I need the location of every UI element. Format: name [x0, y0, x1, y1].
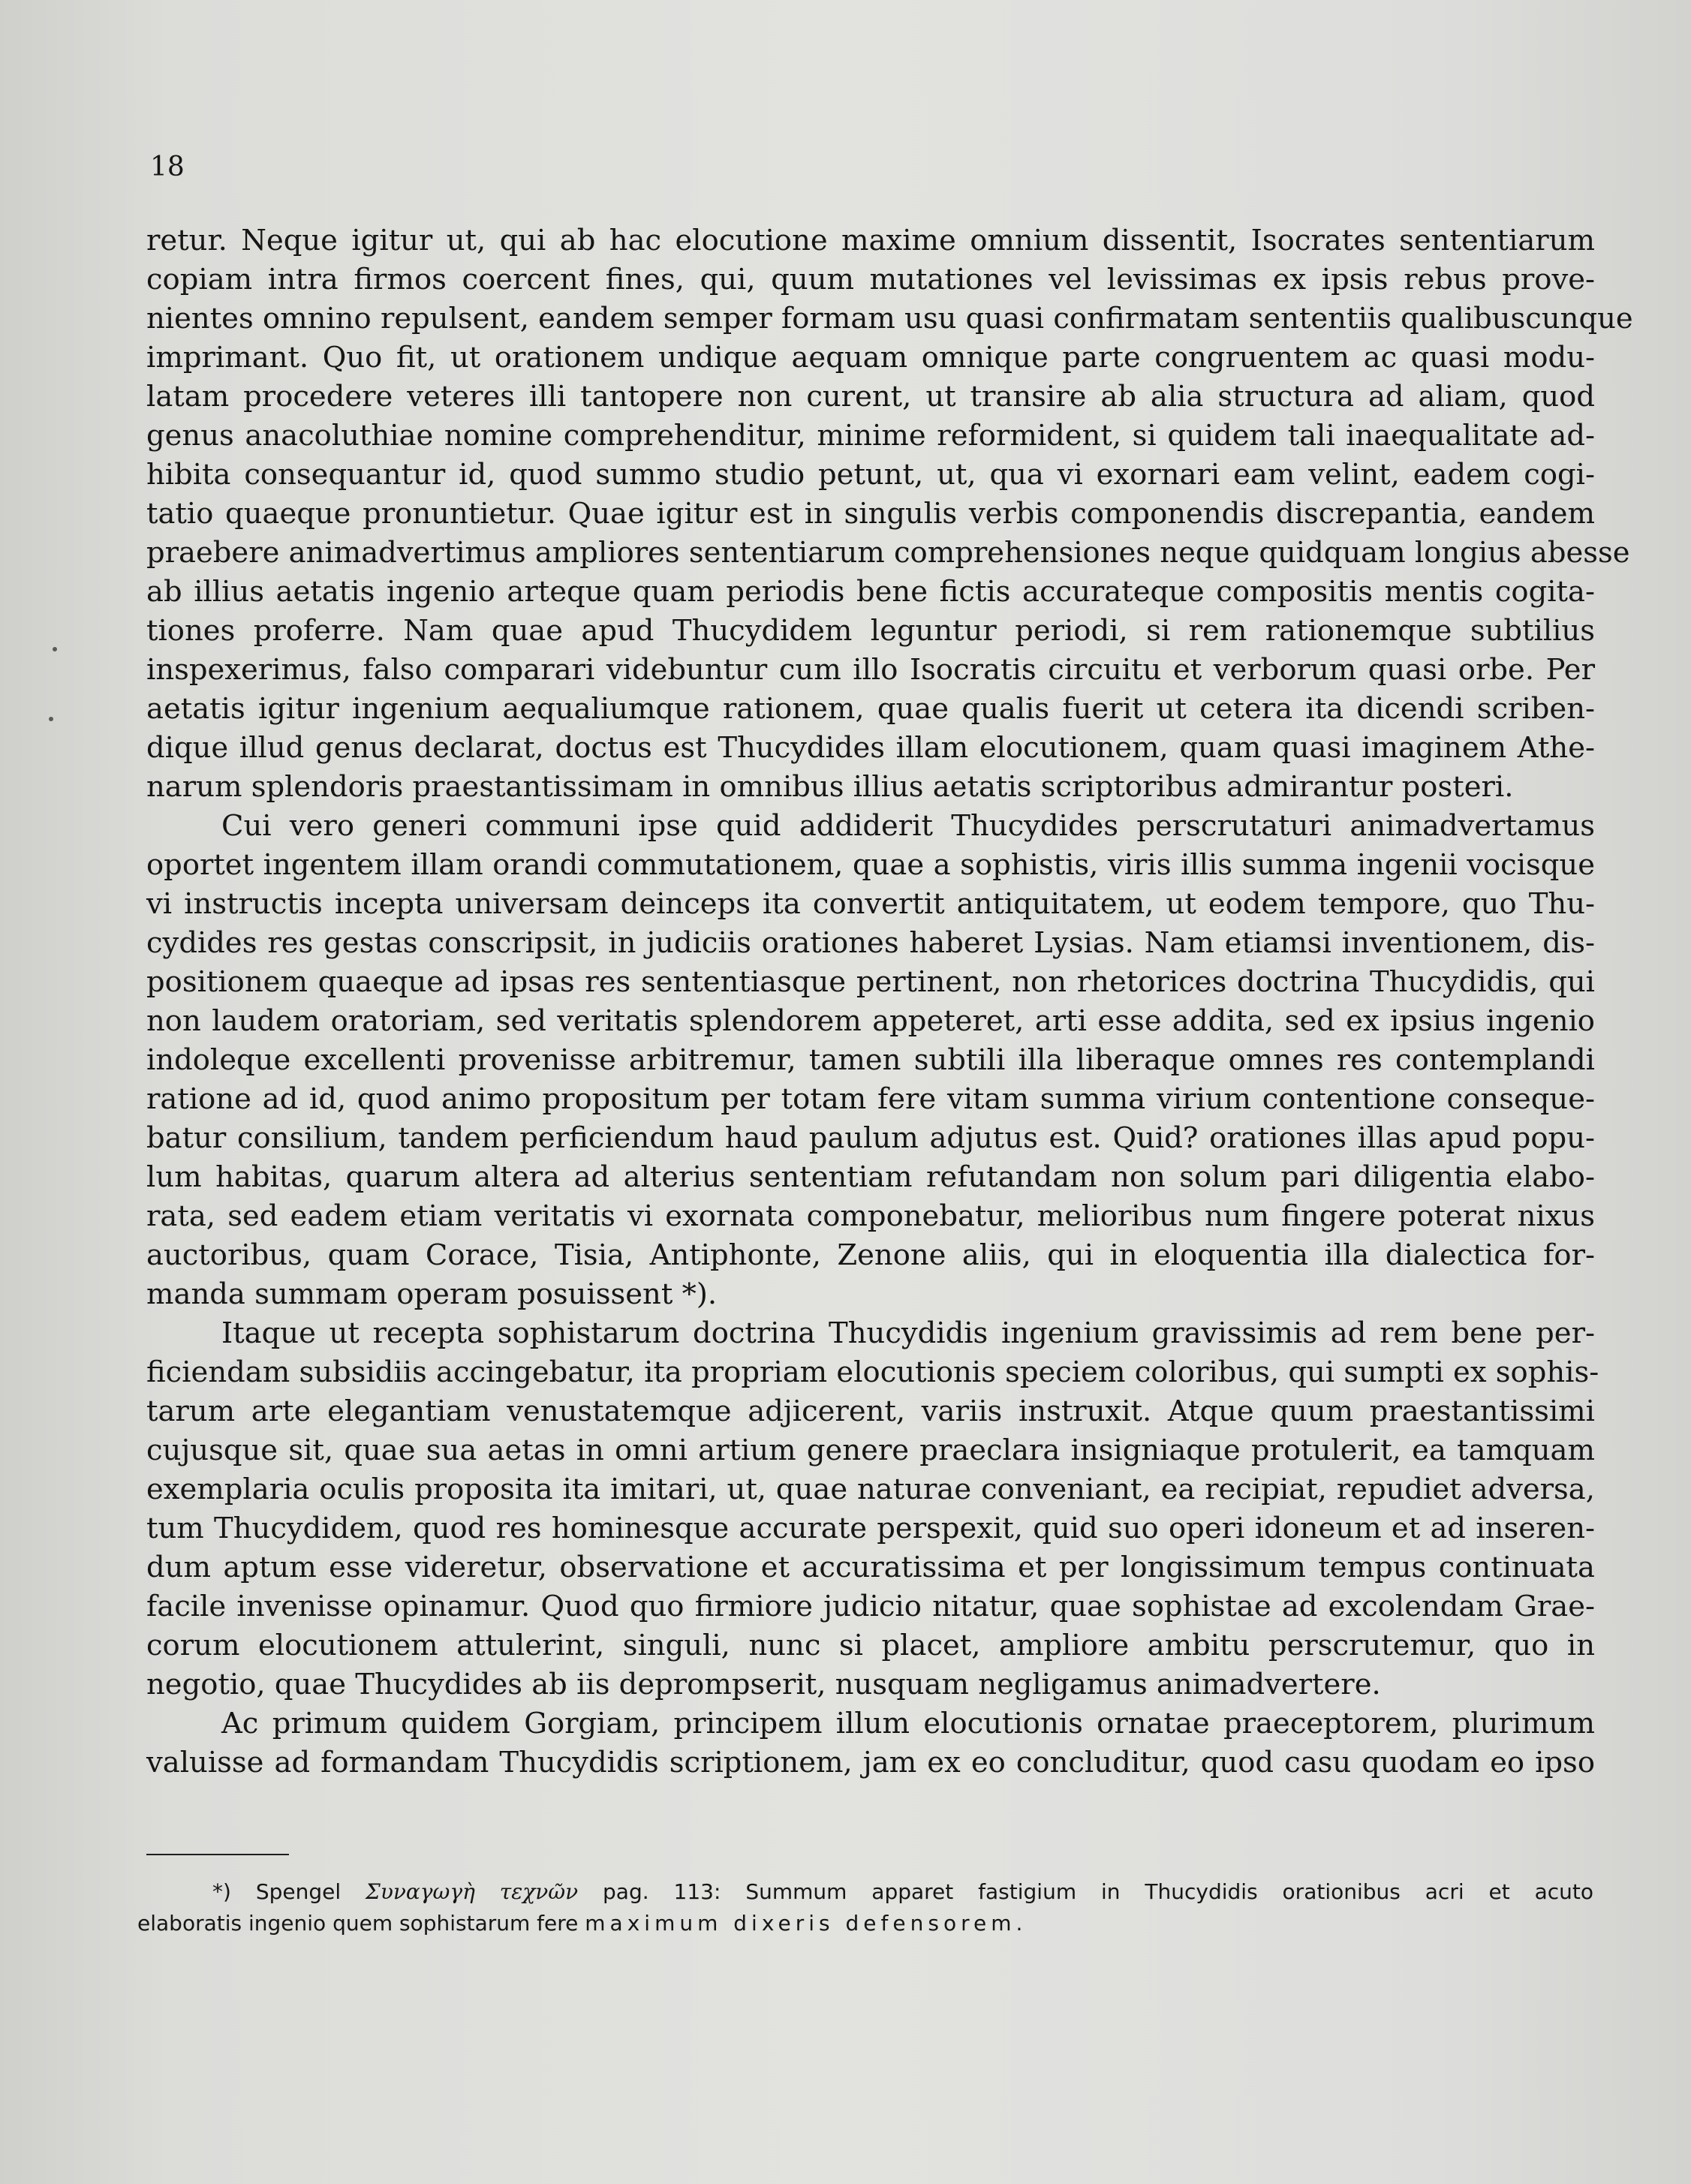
text-line: retur. Neque igitur ut, qui ab hac elocutione maxime omnium dissentit, Isocrates sententiarum [146, 224, 1595, 257]
text-line: tarum arte elegantiam venustatemque adjicerent, variis instruxit. Atque quum praestantissimi [146, 1394, 1595, 1428]
text-line: indoleque excellenti provenisse arbitremur, tamen subtili illa liberaque omnes res contemplandi [146, 1043, 1595, 1077]
footnote-text: elaboratis ingenio quem sophistarum fere [137, 1911, 579, 1936]
paragraph-1 [146, 221, 1633, 807]
text-line: inspexerimus, falso comparari videbuntur cum illo Isocratis circuitu et verborum quasi orbe. Per [146, 653, 1595, 687]
text-line: narum splendoris praestantissimam in omnibus illius aetatis scriptoribus admirantur posteri. [146, 770, 1514, 804]
text-line: tatio quaeque pronuntietur. Quae igitur est in singulis verbis componendis discrepantia, eandem [146, 497, 1595, 531]
text-line: ratione ad id, quod animo propositum per totam fere vitam summa virium contentione conseque- [146, 1082, 1595, 1116]
text-line: imprimant. Quo fit, ut orationem undique aequam omnique parte congruentem ac quasi modu- [146, 341, 1595, 375]
scan-speck [53, 647, 57, 651]
footnote-line [137, 1876, 1593, 1908]
text-line: genus anacoluthiae nomine comprehenditur, minime reformident, si quidem tali inaequalitate ad- [146, 419, 1595, 453]
footnote [137, 1876, 1593, 1939]
text-line: negotio, quae Thucydides ab iis deprompserit, nusquam negligamus animadvertere. [146, 1668, 1381, 1701]
text-line: copiam intra firmos coercent fines, qui, quum mutationes vel levissimas ex ipsis rebus prove- [146, 263, 1595, 296]
text-line: non laudem oratoriam, sed veritatis splendorem appeteret, arti esse addita, sed ex ipsius ingenio [146, 1004, 1595, 1038]
text-line: valuisse ad formandam Thucydidis scriptionem, jam ex eo concluditur, quod casu quodam eo ipso [146, 1746, 1595, 1779]
text-line: auctoribus, quam Corace, Tisia, Antiphonte, Zenone aliis, qui in eloquentia illa dialectica for- [146, 1238, 1595, 1272]
footnote-greek-title: Συναγωγὴ τεχνῶν [366, 1879, 579, 1904]
paragraph-3 [146, 1314, 1599, 1704]
text-line: tum Thucydidem, quod res hominesque accurate perspexit, quid suo operi idoneum et ad inseren- [146, 1512, 1595, 1545]
paragraph-2 [146, 807, 1595, 1314]
text-line: Itaque ut recepta sophistarum doctrina Thucydidis ingenium gravissimis ad rem bene per- [221, 1316, 1595, 1350]
text-line: cydides res gestas conscripsit, in judiciis orationes haberet Lysias. Nam etiamsi inventionem, dis- [146, 926, 1595, 960]
text-line: rata, sed eadem etiam veritatis vi exornata componebatur, melioribus num fingere poterat nixus [146, 1199, 1595, 1233]
text-line: corum elocutionem attulerint, singuli, nunc si placet, ampliore ambitu perscrutemur, quo in [146, 1629, 1595, 1662]
footnote-text: Summum apparet fastigium in Thucydidis orationibus acri et acuto [745, 1879, 1594, 1904]
text-line: aetatis igitur ingenium aequaliumque rationem, quae qualis fuerit ut cetera ita dicendi scriben- [146, 692, 1595, 726]
text-line: dique illud genus declarat, doctus est Thucydides illam elocutionem, quam quasi imaginem Athe- [146, 731, 1595, 765]
text-line: ficiendam subsidiis accingebatur, ita propriam elocutionis speciem coloribus, qui sumpti ex sophis- [146, 1355, 1599, 1389]
body-text [146, 221, 1633, 1782]
text-line: tiones proferre. Nam quae apud Thucydidem leguntur periodi, si rem rationemque subtilius [146, 614, 1595, 648]
paragraph-4 [146, 1704, 1595, 1782]
footnote-divider [146, 1854, 289, 1855]
text-line: facile invenisse opinamur. Quod quo firmiore judicio nitatur, quae sophistae ad excolendam Grae- [146, 1590, 1595, 1623]
text-line: latam procedere veteres illi tantopere non curent, ut transire ab alia structura ad aliam, quod [146, 380, 1595, 414]
text-line: Ac primum quidem Gorgiam, principem illum elocutionis ornatae praeceptorem, plurimum [221, 1707, 1595, 1740]
footnote-line [137, 1908, 1593, 1939]
text-line: hibita consequantur id, quod summo studio petunt, ut, qua vi exornari eam velint, eadem cogi- [146, 458, 1595, 492]
text-line: oportet ingentem illam orandi commutationem, quae a sophistis, viris illis summa ingenii vocisque [146, 848, 1595, 882]
text-line: Cui vero generi communi ipse quid addiderit Thucydides perscrutaturi animadvertamus [221, 809, 1595, 843]
footnote-emphasis: maximum dixeris defensorem. [585, 1911, 1028, 1936]
footnote-marker: *) Spengel [212, 1879, 342, 1904]
text-line: exemplaria oculis proposita ita imitari, ut, quae naturae conveniant, ea recipiat, repudiet adversa, [146, 1473, 1595, 1506]
text-line: ab illius aetatis ingenio arteque quam periodis bene fictis accurateque compositis mentis cogita- [146, 575, 1595, 609]
text-line: batur consilium, tandem perficiendum haud paulum adjutus est. Quid? orationes illas apud popu- [146, 1121, 1595, 1155]
footnote-reference: pag. 113: [603, 1879, 721, 1904]
page-number: 18 [150, 152, 185, 182]
text-line: dum aptum esse videretur, observatione et accuratissima et per longissimum tempus continuata [146, 1551, 1595, 1584]
text-line: cujusque sit, quae sua aetas in omni artium genere praeclara insigniaque protulerit, ea tamquam [146, 1433, 1595, 1467]
text-line: nientes omnino repulsent, eandem semper formam usu quasi confirmatam sententiis qualibuscunque [146, 302, 1633, 335]
text-line: lum habitas, quarum altera ad alterius sententiam refutandam non solum pari diligentia elabo- [146, 1160, 1595, 1194]
text-line: praebere animadvertimus ampliores sententiarum comprehensiones neque quidquam longius abesse [146, 536, 1630, 570]
text-line: vi instructis incepta universam deinceps ita convertit antiquitatem, ut eodem tempore, quo Thu- [146, 887, 1595, 921]
scan-speck [49, 717, 53, 721]
text-line: positionem quaeque ad ipsas res sententiasque pertinent, non rhetorices doctrina Thucydidis, qui [146, 965, 1595, 999]
text-line: manda summam operam posuissent *). [146, 1277, 718, 1311]
